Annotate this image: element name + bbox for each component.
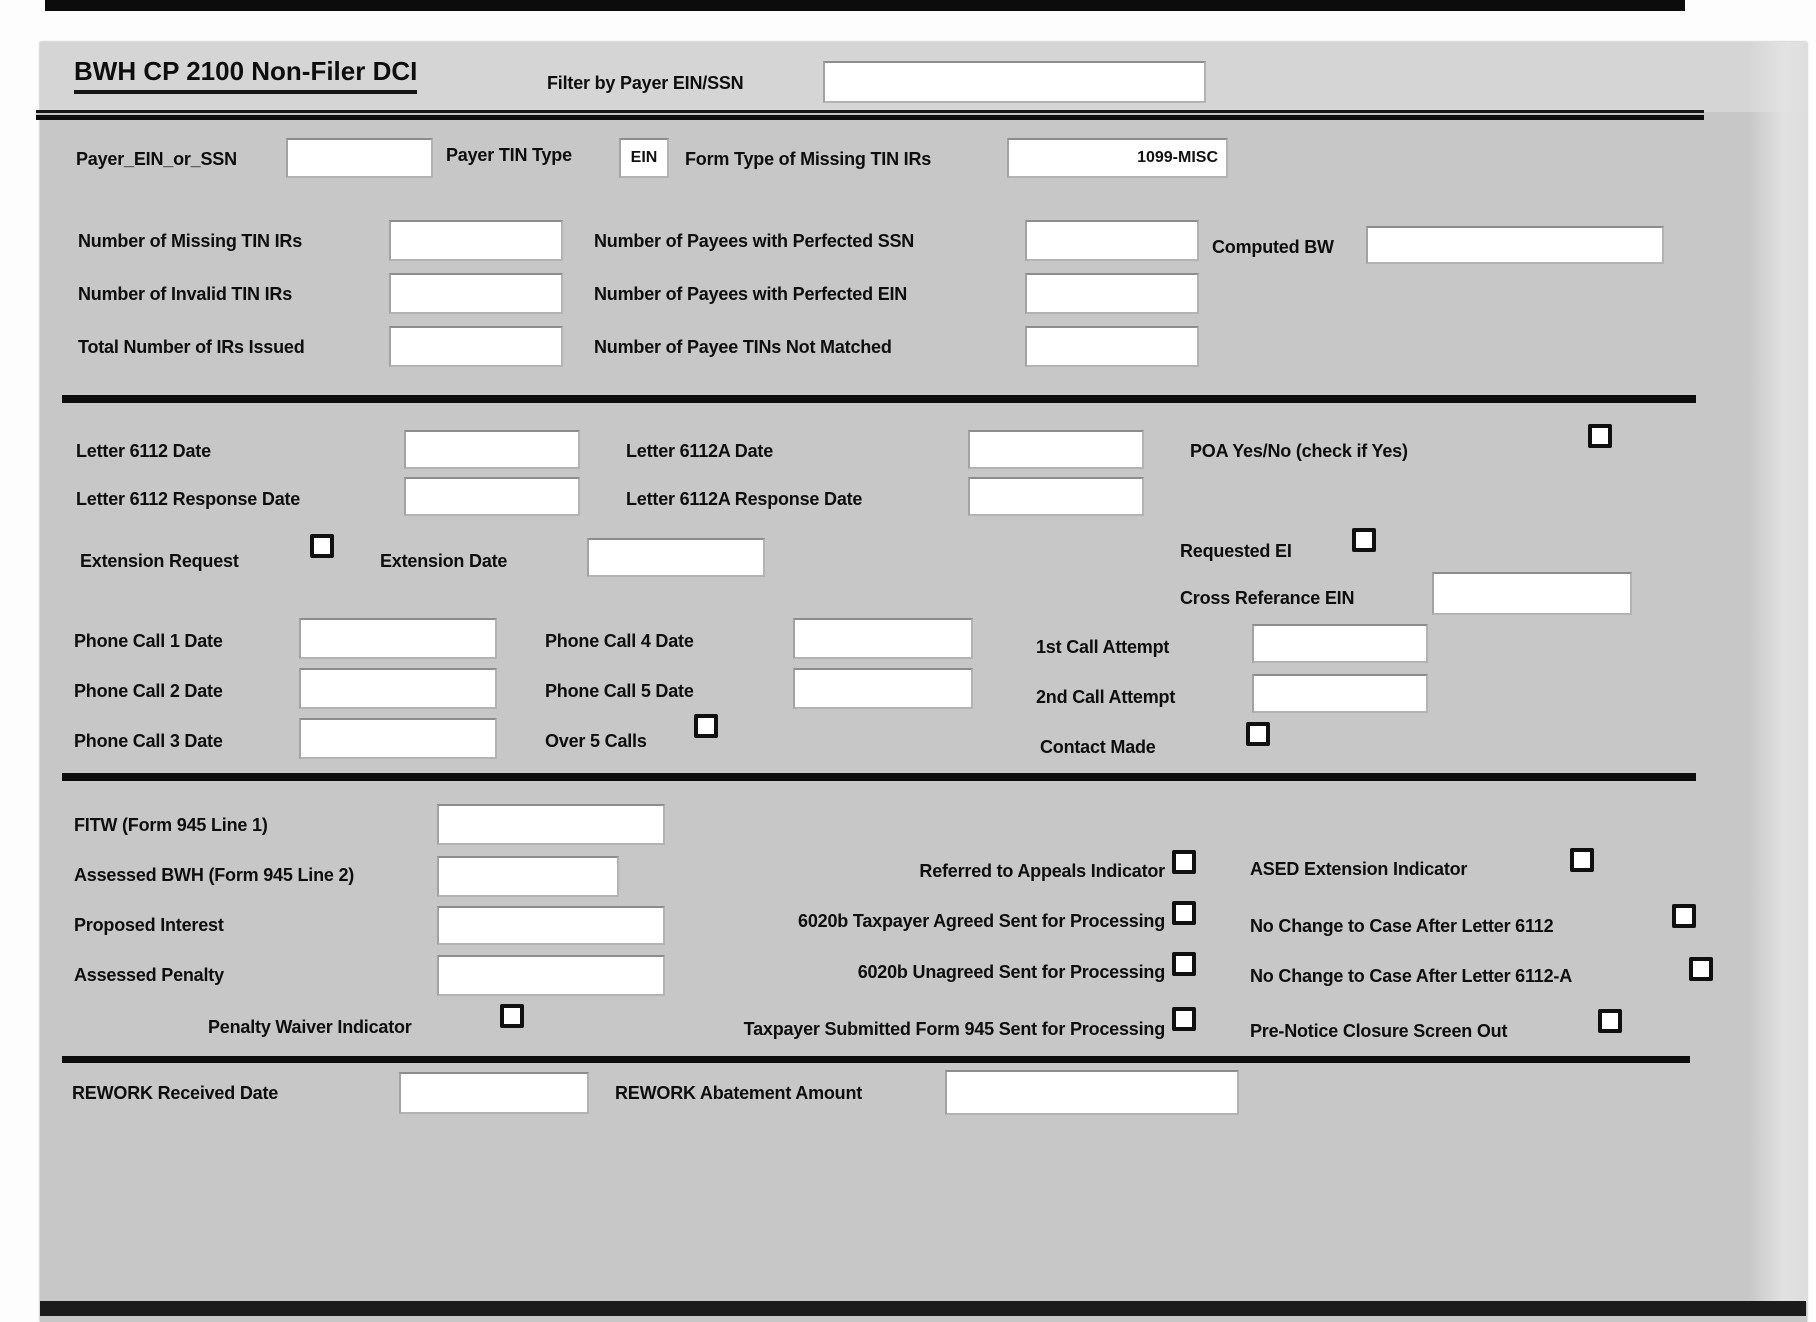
perfected-ssn-input[interactable]	[1025, 220, 1199, 261]
fitw-label: FITW (Form 945 Line 1)	[74, 815, 268, 835]
not-matched-label: Number of Payee TINs Not Matched	[594, 337, 892, 357]
bottom-scan-bar	[40, 1301, 1806, 1316]
phone-call-1-input[interactable]	[299, 618, 497, 659]
rework-received-input[interactable]	[399, 1072, 589, 1114]
total-irs-label: Total Number of IRs Issued	[78, 337, 305, 357]
cross-ref-ein-label: Cross Referance EIN	[1180, 588, 1355, 608]
referred-appeals-checkbox[interactable]	[1172, 850, 1196, 874]
over-5-calls-label: Over 5 Calls	[545, 731, 647, 751]
form-type-input[interactable]	[1007, 138, 1228, 178]
missing-tin-input[interactable]	[389, 220, 563, 261]
phone-call-5-label: Phone Call 5 Date	[545, 681, 694, 701]
filter-label: Filter by Payer EIN/SSN	[547, 73, 744, 93]
form-type-label: Form Type of Missing TIN IRs	[685, 149, 932, 169]
ased-extension-checkbox[interactable]	[1570, 848, 1594, 872]
payer-ein-label: Payer_EIN_or_SSN	[76, 149, 237, 169]
payer-tin-type-label: Payer TIN Type	[446, 145, 572, 165]
perfected-ein-label: Number of Payees with Perfected EIN	[594, 284, 908, 304]
first-call-attempt-label: 1st Call Attempt	[1036, 637, 1170, 657]
taxpayer-945-checkbox[interactable]	[1172, 1007, 1196, 1031]
penalty-waiver-label: Penalty Waiver Indicator	[208, 1017, 412, 1037]
requested-ei-label: Requested EI	[1180, 541, 1292, 561]
computed-bw-label: Computed BW	[1212, 237, 1334, 257]
not-matched-input[interactable]	[1025, 326, 1199, 367]
penalty-waiver-checkbox[interactable]	[500, 1004, 524, 1028]
extension-request-checkbox[interactable]	[310, 534, 334, 558]
assessed-bwh-input[interactable]	[437, 856, 619, 897]
rework-abatement-label: REWORK Abatement Amount	[615, 1083, 863, 1103]
extension-date-label: Extension Date	[380, 551, 508, 571]
over-5-calls-checkbox[interactable]	[694, 714, 718, 738]
6020b-unagreed-checkbox[interactable]	[1172, 952, 1196, 976]
rework-received-label: REWORK Received Date	[72, 1083, 279, 1103]
phone-call-4-input[interactable]	[793, 618, 973, 659]
pre-notice-checkbox[interactable]	[1598, 1009, 1622, 1033]
rework-abatement-input[interactable]	[945, 1070, 1239, 1115]
separator-section-2	[62, 773, 1696, 781]
phone-call-5-input[interactable]	[793, 668, 973, 709]
invalid-tin-label: Number of Invalid TIN IRs	[78, 284, 293, 304]
6020b-agreed-checkbox[interactable]	[1172, 901, 1196, 925]
phone-call-2-label: Phone Call 2 Date	[74, 681, 223, 701]
6020b-agreed-label: 6020b Taxpayer Agreed Sent for Processing	[798, 911, 1165, 931]
extension-date-input[interactable]	[587, 538, 765, 577]
second-call-attempt-label: 2nd Call Attempt	[1036, 687, 1176, 707]
poa-checkbox[interactable]	[1588, 424, 1612, 448]
missing-tin-label: Number of Missing TIN IRs	[78, 231, 303, 251]
payer-ein-input[interactable]	[286, 138, 433, 178]
separator-section-1	[62, 395, 1696, 403]
pre-notice-label: Pre-Notice Closure Screen Out	[1250, 1021, 1508, 1041]
cross-ref-ein-input[interactable]	[1432, 572, 1632, 615]
letter-6112a-date-input[interactable]	[968, 430, 1144, 469]
filter-input[interactable]	[823, 61, 1206, 103]
phone-call-1-label: Phone Call 1 Date	[74, 631, 223, 651]
first-call-attempt-input[interactable]	[1252, 624, 1428, 663]
assessed-bwh-label: Assessed BWH (Form 945 Line 2)	[74, 865, 355, 885]
assessed-penalty-input[interactable]	[437, 955, 665, 996]
separator-section-3	[62, 1056, 1690, 1063]
letter-6112-date-input[interactable]	[404, 430, 580, 469]
assessed-penalty-label: Assessed Penalty	[74, 965, 224, 985]
total-irs-input[interactable]	[389, 326, 563, 367]
no-change-6112a-label: No Change to Case After Letter 6112-A	[1250, 966, 1573, 986]
no-change-6112-checkbox[interactable]	[1672, 904, 1696, 928]
form-title: BWH CP 2100 Non-Filer DCI	[74, 56, 417, 94]
letter-6112a-response-input[interactable]	[968, 477, 1144, 516]
requested-ei-checkbox[interactable]	[1352, 528, 1376, 552]
payer-tin-type-input[interactable]	[619, 138, 669, 178]
letter-6112a-response-label: Letter 6112A Response Date	[626, 489, 863, 509]
separator-header	[36, 110, 1704, 120]
taxpayer-945-label: Taxpayer Submitted Form 945 Sent for Processing	[743, 1019, 1165, 1039]
no-change-6112-label: No Change to Case After Letter 6112	[1250, 916, 1554, 936]
letter-6112-date-label: Letter 6112 Date	[76, 441, 211, 461]
page-edge-shade	[1748, 42, 1807, 1302]
perfected-ssn-label: Number of Payees with Perfected SSN	[594, 231, 915, 251]
letter-6112a-date-label: Letter 6112A Date	[626, 441, 774, 461]
letter-6112-response-input[interactable]	[404, 477, 580, 516]
contact-made-checkbox[interactable]	[1246, 722, 1270, 746]
fitw-input[interactable]	[437, 804, 665, 845]
6020b-unagreed-label: 6020b Unagreed Sent for Processing	[857, 962, 1165, 982]
invalid-tin-input[interactable]	[389, 273, 563, 314]
proposed-interest-input[interactable]	[437, 906, 665, 945]
letter-6112-response-label: Letter 6112 Response Date	[76, 489, 301, 509]
second-call-attempt-input[interactable]	[1252, 674, 1428, 713]
extension-request-label: Extension Request	[80, 551, 239, 571]
phone-call-3-label: Phone Call 3 Date	[74, 731, 223, 751]
perfected-ein-input[interactable]	[1025, 273, 1199, 314]
ased-extension-label: ASED Extension Indicator	[1250, 859, 1468, 879]
no-change-6112a-checkbox[interactable]	[1689, 957, 1713, 981]
contact-made-label: Contact Made	[1040, 737, 1156, 757]
phone-call-4-label: Phone Call 4 Date	[545, 631, 694, 651]
top-scan-bar	[45, 0, 1685, 11]
referred-appeals-label: Referred to Appeals Indicator	[919, 861, 1165, 881]
phone-call-2-input[interactable]	[299, 668, 497, 709]
poa-label: POA Yes/No (check if Yes)	[1190, 441, 1408, 461]
proposed-interest-label: Proposed Interest	[74, 915, 224, 935]
phone-call-3-input[interactable]	[299, 718, 497, 759]
computed-bw-input[interactable]	[1366, 226, 1664, 264]
